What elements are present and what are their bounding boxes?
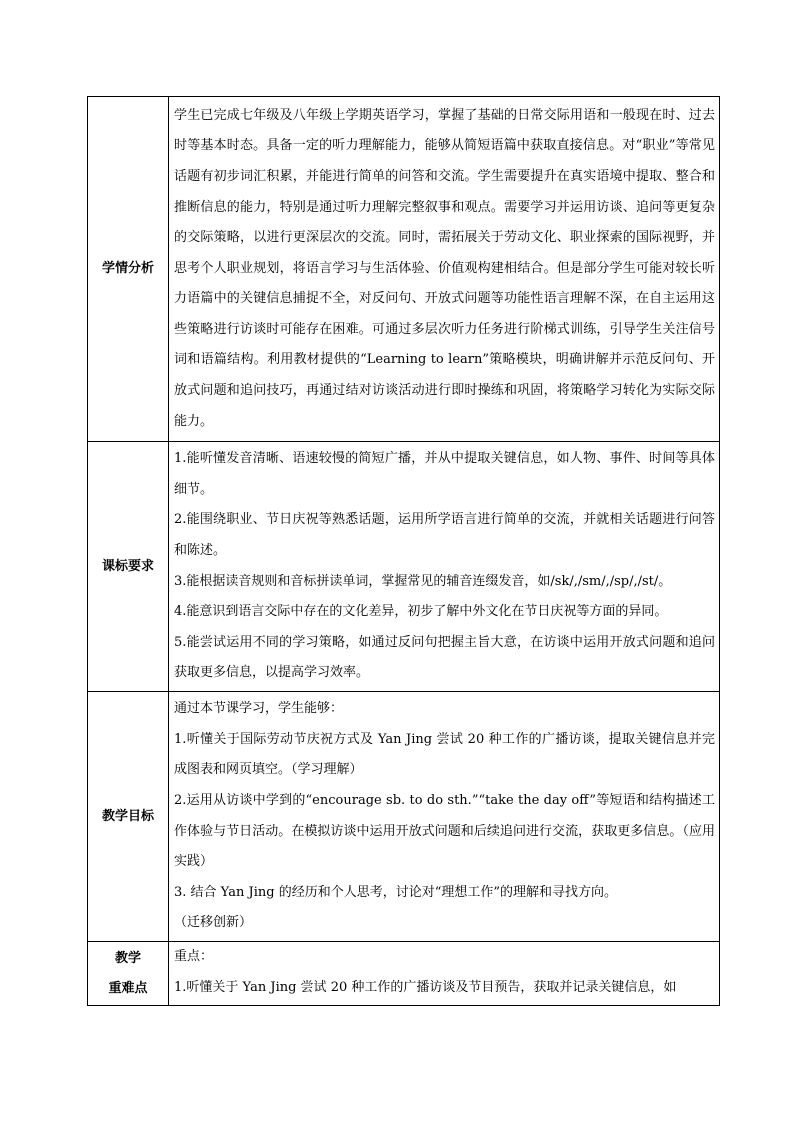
list-item: 1.能听懂发音清晰、语速较慢的简短广播，并从中提取关键信息，如人物、事件、时间等具体细节。 xyxy=(174,451,715,497)
table-row-curriculum-requirements xyxy=(88,442,720,692)
row-label xyxy=(88,942,169,1006)
list-item: 1.听懂关于国际劳动节庆祝方式及 Yan Jing 尝试 20 种工作的广播访谈，提取关键信息并完成图表和网页填空。（学习理解） xyxy=(174,731,715,778)
list-item: 1.听懂关于 Yan Jing 尝试 20 种工作的广播访谈及节目预告，获取并记录关键信息，如 xyxy=(174,979,677,995)
list-item: 5.能尝试运用不同的学习策略，如通过反问句把握主旨大意，在访谈中运用开放式问题和追问获取更多信息，以提高学习效率。 xyxy=(174,634,715,681)
row-label-line: 重难点 xyxy=(108,980,148,996)
row-content xyxy=(169,692,720,942)
list-item: 通过本节课学习，学生能够： xyxy=(174,701,344,717)
row-content xyxy=(169,442,720,692)
table-row-learner-analysis xyxy=(88,97,720,442)
paragraph: 学生已完成七年级及八年级上学期英语学习，掌握了基础的日常交际用语和一般现在时、过去时等基本时态。具备一定的听力理解能力，能够从简短语篇中获取直接信息。对“职业”等常见话题有初步词汇积累，并能进行简单的问答和交流。学生需要提升在真实语境中提取、整合和推断信息的能力，特别是通过听力理解完整叙事和观点。需要学习并运用访谈、追问等更复杂的交际策略，以进行更深层次的交流。同时，需拓展关于劳动文化、职业探索的国际视野，并思考个人职业规划，将语言学习与生活体验、价值观构建相结合。但是部分学生可能对较长听力语篇中的关键信息捕捉不全，对反问句、开放式问题等功能性语言理解不深，在自主运用这些策略进行访谈时可能存在困难。可通过多层次听力任务进行阶梯式训练，引导学生关注信号词和语篇结构。利用教材提供的“Learning to learn”策略模块，明确讲解并示范反问句、开放式问题和追问技巧，再通过结对访谈活动进行即时操练和巩固，将策略学习转化为实际交际能力。 xyxy=(174,107,715,429)
lesson-plan-table xyxy=(87,96,720,1006)
table-row-key-points xyxy=(88,942,720,1006)
list-item: 3.能根据读音规则和音标拼读单词，掌握常见的辅音连缀发音，如/sk/,/sm/,/sp/,/st/。 xyxy=(174,573,672,589)
list-item: 2.能围绕职业、节日庆祝等熟悉话题，运用所学语言进行简单的交流，并就相关话题进行问答和陈述。 xyxy=(174,512,715,558)
list-item: 2.运用从访谈中学到的“encourage sb. to do sth.”“take the day off”等短语和结构描述工作体验与节日活动。在模拟访谈中运用开放式问题和后续追问进行交流，获取更多信息。（应用实践） xyxy=(174,792,715,870)
list-item: 重点： xyxy=(174,949,214,964)
row-label: 学情分析 xyxy=(88,97,169,442)
list-item: （迁移创新） xyxy=(174,915,253,931)
row-label: 课标要求 xyxy=(88,442,169,692)
list-item: 4.能意识到语言交际中存在的文化差异，初步了解中外文化在节日庆祝等方面的异同。 xyxy=(174,604,668,620)
row-label: 教学目标 xyxy=(88,692,169,942)
row-label-line: 教学 xyxy=(114,950,141,966)
row-content xyxy=(169,97,720,442)
table-row-teaching-objectives xyxy=(88,692,720,942)
row-content xyxy=(169,942,720,1006)
list-item: 3. 结合 Yan Jing 的经历和个人思考，讨论对“理想工作”的理解和寻找方向。 xyxy=(174,884,617,900)
